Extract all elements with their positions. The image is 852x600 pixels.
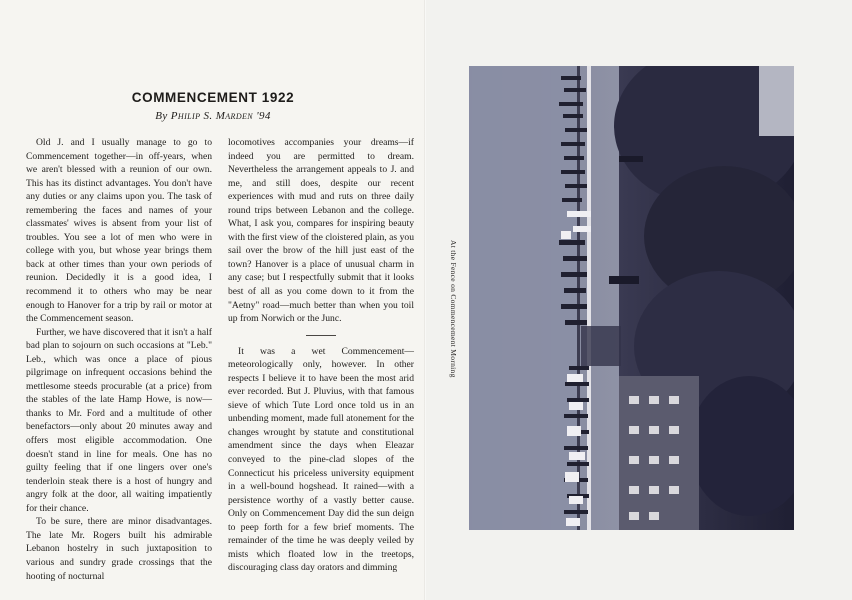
paragraph: Further, we have discovered that it isn't a half bad plan to sojourn on such occasions at "Leb." Leb., which was once a place of pious pilgrimage on infrequent occasions behind the mettlesome steeds procurable (at a price) from the stables of the late Hamp Howe, is now—thanks to Mr. Ford and a multitude of other benefactors—only about 20 minutes away and offers most eligible accommodation. One doesn't stand in line for meals. One has no guilty feeling that if one lingers over one's tenderloin steak there is a host of hungry and angry folk at the door, all waiting impatiently for their chance. [26,326,212,514]
photo-caption: At the Fence on Commencement Morning [449,240,458,378]
photo-illustration [469,66,794,530]
commencement-photo [469,66,794,530]
paragraph: To be sure, there are minor disadvantages. The late Mr. Rogers built his admirable Lebanon hostelry in such juxtaposition to various and sundry grade crossings that the hooting of nocturnal [26,516,212,582]
text-column-left [26,136,212,583]
paragraph: locomotives accompanies your dreams—if indeed you are permitted to dream. Nevertheless the arrangement appeals to J. and me, and still does, despite our recent experiences with mud and ruts on three daily round trips between Lebanon and the college. What, I ask you, compares for inspiring beauty with the first view of the cloistered plain, as you sail over the brow of the hill just east of the town? Hanover is a place of unusual charm in any case; but I respectfully submit that it looks best of all as you come down to it from the "Aetny" road—much better than when you toil up from Norwich or the Junc. [228,137,414,325]
article-byline [0,110,426,122]
byline-by: By [155,110,168,122]
text-column-right [228,136,414,575]
article-title: COMMENCEMENT 1922 [131,90,295,105]
section-divider [306,335,336,336]
byline-author: Philip S. Marden '94 [170,110,271,122]
paragraph: It was a wet Commencement—meteorologically only, however. In other respects I believe it to have been the most arid ever recorded. But J. Pluvius, with that famous sieve of which Tute Lord once told us in an unbending moment, made full atonement for the changes wrought by statute and constitutional amendment since the days when Eleazar conveyed to the pine-clad slopes of the Connecticut his priceless university equipment in a well-bound hogshead. It rained—with a persistence worthy of a vastly better cause. Only on Commencement Day did the sun deign to peep forth for a few brief moments. The remainder of the time he was deeply veiled by mists which floated low in the treetops, discouraging class day orators and dimming [228,345,414,574]
paragraph: Old J. and I usually manage to go to Commencement together—in off-years, when we aren't blessed with a reunion of our own. This has its distinct advantages. You don't have any duties or any claims upon you. The task of remembering the faces and names of your classmates' wives is absent from your list of troubles. You see a lot of men who were in college with you, but whose year brings them back at other times than your own periods of reunion. Decidedly it is a good idea, I recommend it to others who may be near enough to Hanover for a trip by rail or motor at the Commencement season. [26,137,212,325]
